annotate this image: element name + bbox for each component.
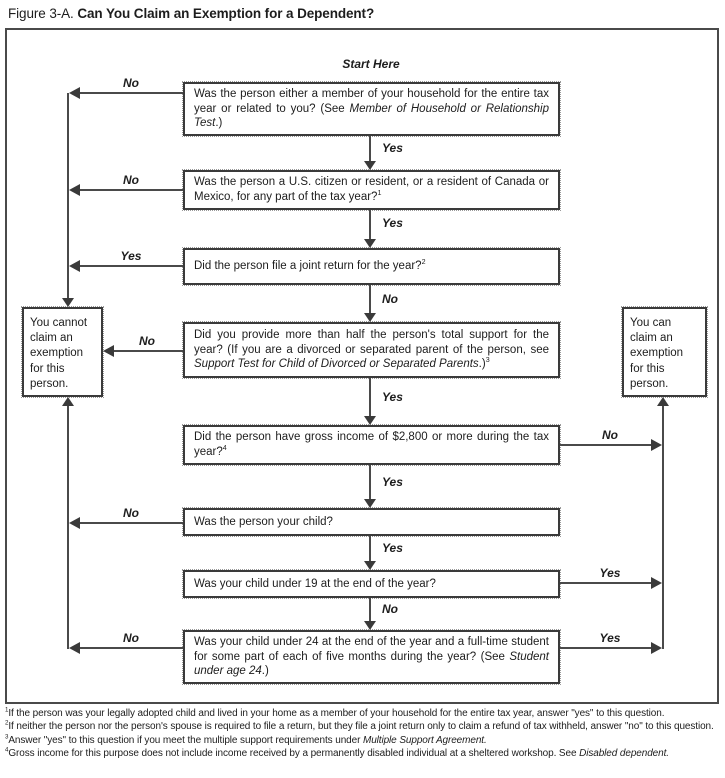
figure-title xyxy=(8,6,374,21)
edge-label-q8-right: Yes xyxy=(599,631,621,645)
arrowhead-down-icon xyxy=(364,161,376,170)
edge-label-q1-down: Yes xyxy=(382,141,403,155)
edge-label-q4-side: No xyxy=(139,334,155,348)
branch-q3-yes xyxy=(80,265,183,267)
arrowhead-left-icon xyxy=(69,87,80,99)
outcome-text: You can claim an exemption for this person. xyxy=(630,317,684,390)
arrowhead-down-icon xyxy=(364,561,376,570)
edge-label-q3-down: No xyxy=(382,292,398,306)
branch-q5-no xyxy=(560,444,652,446)
connector-q7-q8 xyxy=(369,598,371,621)
arrowhead-down-icon xyxy=(364,239,376,248)
start-here-label: Start Here xyxy=(342,57,400,71)
arrowhead-down-icon xyxy=(364,621,376,630)
question-text: Did you provide more than half the person's total support for the year? (If you are a divorced or separated parent of the person, see Support Test for Child of Divorced or Separated Parents.)$^3$ xyxy=(194,328,549,371)
branch-q1-no xyxy=(80,92,183,94)
question-text: Was the person your child? xyxy=(194,515,333,528)
question-box-5 xyxy=(183,425,560,465)
question-text: Was your child under 24 at the end of the year and a full-time student for some part of each of five months during the year? (See Student under age 24.) xyxy=(194,635,549,678)
branch-q4-no xyxy=(114,350,183,352)
connector-q4-q5 xyxy=(369,378,371,416)
outcome-text: You cannot claim an exemption for this person. xyxy=(30,317,88,390)
outcome-box-can-claim xyxy=(622,307,707,397)
arrowhead-left-icon xyxy=(69,260,80,272)
arrowhead-left-icon xyxy=(69,517,80,529)
rail-right xyxy=(662,406,664,649)
arrowhead-left-icon xyxy=(103,345,114,357)
question-box-3 xyxy=(183,248,560,285)
question-box-2 xyxy=(183,170,560,210)
arrowhead-left-icon xyxy=(69,184,80,196)
edge-label-q5-side: No xyxy=(602,428,618,442)
connector-q1-q2 xyxy=(369,136,371,161)
branch-q8-no xyxy=(80,647,183,649)
edge-label-q4-down: Yes xyxy=(382,390,403,404)
branch-q7-yes xyxy=(560,582,652,584)
footnotes-section xyxy=(5,707,721,760)
figure-heading: Can You Claim an Exemption for a Dependent? xyxy=(77,6,375,21)
footnote-1: $^1$If the person was your legally adopted child and lived in your home as a member of your household for the entire tax year, answer "yes" to this question. xyxy=(5,706,665,719)
question-text: Was your child under 19 at the end of the year? xyxy=(194,577,436,590)
arrowhead-right-icon xyxy=(651,577,662,589)
outcome-box-cannot-claim xyxy=(22,307,103,397)
arrowhead-up-icon xyxy=(62,397,74,406)
edge-label-q6-down: Yes xyxy=(382,541,403,555)
branch-q6-no xyxy=(80,522,183,524)
edge-label-q7-side: Yes xyxy=(599,566,621,580)
arrowhead-left-icon xyxy=(69,642,80,654)
arrowhead-up-icon xyxy=(657,397,669,406)
connector-q2-q3 xyxy=(369,210,371,239)
edge-label-q5-down: Yes xyxy=(382,475,403,489)
question-box-1 xyxy=(183,82,560,136)
branch-q8-yes xyxy=(560,647,652,649)
footnote-3: $^3$Answer "yes" to this question if you meet the multiple support requirements under Multiple Support Agreement. xyxy=(5,733,487,746)
edge-label-q3-side: Yes xyxy=(120,249,142,263)
question-text: Was the person a U.S. citizen or resident, or a resident of Canada or Mexico, for any part of the tax year?$^1$ xyxy=(194,176,549,203)
question-box-4 xyxy=(183,322,560,378)
arrowhead-down-icon xyxy=(364,313,376,322)
arrowhead-right-icon xyxy=(651,439,662,451)
edge-label-q2-side: No xyxy=(123,173,139,187)
question-box-8 xyxy=(183,630,560,684)
question-text: Did the person file a joint return for the year?$^2$ xyxy=(194,258,426,273)
arrowhead-right-icon xyxy=(651,642,662,654)
question-box-7 xyxy=(183,570,560,598)
arrowhead-down-icon xyxy=(62,298,74,307)
edge-label-q1-side: No xyxy=(123,76,139,90)
edge-label-q7-down: No xyxy=(382,602,398,616)
question-text: Was the person either a member of your household for the entire tax year or related to you? (See Member of Household or Relationship Test.) xyxy=(194,87,550,130)
connector-q5-q6 xyxy=(369,465,371,499)
branch-q2-no xyxy=(80,189,183,191)
footnote-2: $^2$If neither the person nor the person's spouse is required to file a return, but they file a joint return only to claim a refund of tax withheld, answer "no" to this question. xyxy=(5,719,714,733)
edge-label-q6-side: No xyxy=(123,506,139,520)
question-box-6 xyxy=(183,508,560,536)
footnote-4: $^4$Gross income for this purpose does not include income received by a permanently disabled individual at a sheltered workshop. See Disabled dependent. xyxy=(5,746,669,759)
question-text: Did the person have gross income of $2,800 or more during the tax year?$^4$ xyxy=(194,431,549,458)
connector-q6-q7 xyxy=(369,536,371,561)
figure-number: Figure 3-A. xyxy=(8,6,74,21)
arrowhead-down-icon xyxy=(364,499,376,508)
edge-label-q8-left: No xyxy=(123,631,139,645)
connector-q3-q4 xyxy=(369,285,371,313)
arrowhead-down-icon xyxy=(364,416,376,425)
edge-label-q2-down: Yes xyxy=(382,216,403,230)
